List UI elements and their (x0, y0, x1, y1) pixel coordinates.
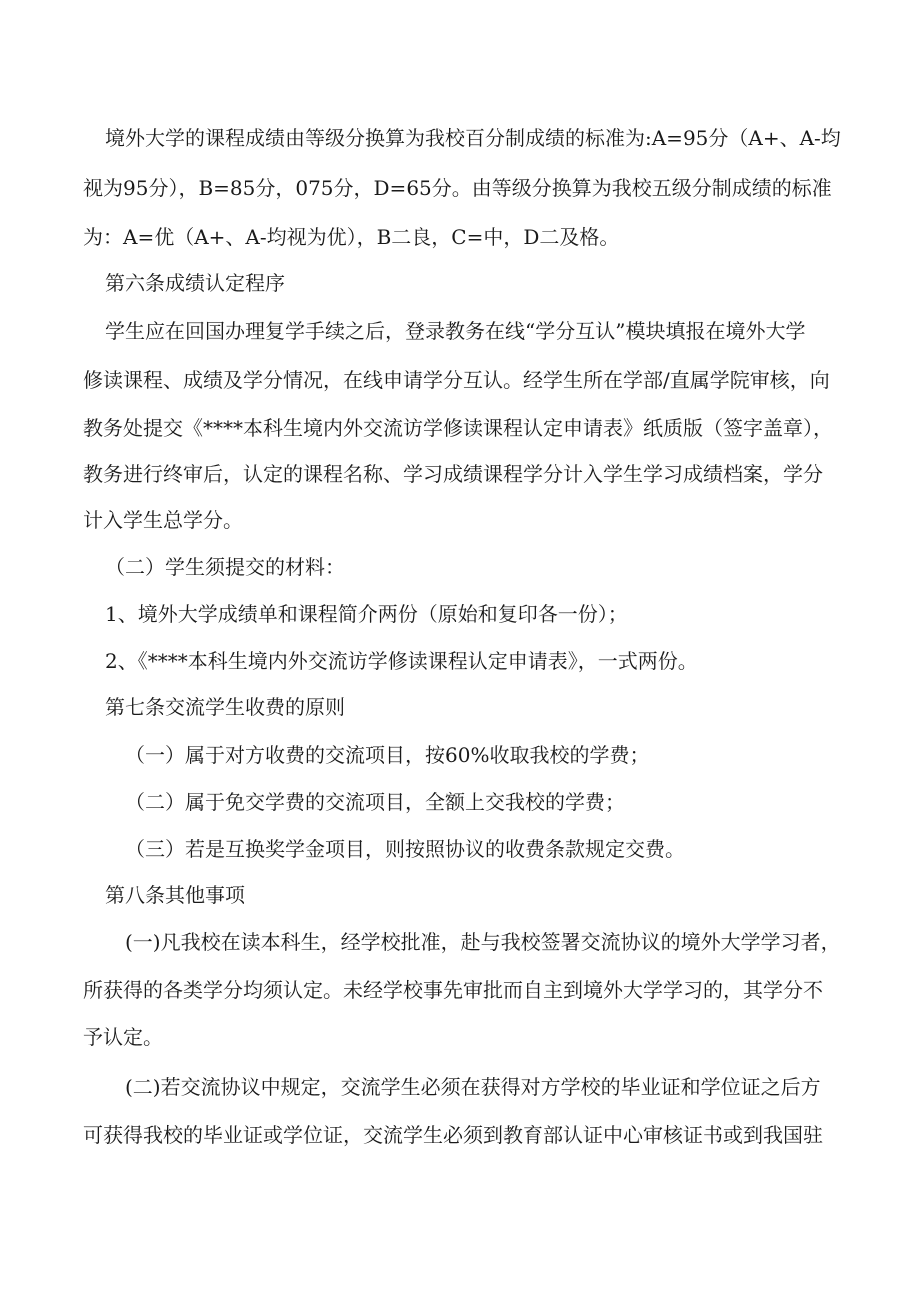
list-item: （三）若是互换奖学金项目，则按照协议的收费条款规定交费。 (125, 837, 685, 861)
paragraph-line: 予认定。 (83, 1025, 163, 1049)
section-heading: 第八条其他事项 (105, 883, 245, 907)
subsection-heading: （二）学生须提交的材料： (105, 555, 345, 579)
paragraph-line: 教务处提交《****本科生境内外交流访学修读课程认定申请表》纸质版（签字盖章）， (83, 416, 833, 440)
list-item: 2、《****本科生境内外交流访学修读课程认定申请表》，一式两份。 (105, 649, 698, 673)
paragraph-line: 为：A=优（A+、A-均视为优），B二良，C=中，D二及格。 (83, 225, 620, 249)
section-heading: 第七条交流学生收费的原则 (105, 695, 345, 719)
paragraph-line: 境外大学的课程成绩由等级分换算为我校百分制成绩的标准为:A=95分（A+、A-均 (105, 126, 841, 150)
paragraph-line: 视为95分），B=85分，075分，D=65分。由等级分换算为我校五级分制成绩的标准 (83, 176, 832, 200)
paragraph-line: (二)若交流协议中规定，交流学生必须在获得对方学校的毕业证和学位证之后方 (125, 1075, 821, 1099)
paragraph-line: 计入学生总学分。 (83, 508, 243, 532)
paragraph-line: 学生应在回国办理复学手续之后，登录教务在线“学分互认”模块填报在境外大学 (105, 319, 806, 343)
paragraph-line: 可获得我校的毕业证或学位证，交流学生必须到教育部认证中心审核证书或到我国驻 (83, 1123, 823, 1147)
paragraph-line: (一)凡我校在读本科生，经学校批准，赴与我校签署交流协议的境外大学学习者， (125, 930, 841, 954)
paragraph-line: 所获得的各类学分均须认定。未经学校事先审批而自主到境外大学学习的，其学分不 (83, 978, 823, 1002)
list-item: （一）属于对方收费的交流项目，按60%收取我校的学费； (125, 743, 650, 767)
list-item: （二）属于免交学费的交流项目，全额上交我校的学费； (125, 790, 625, 814)
list-item: 1、境外大学成绩单和课程简介两份（原始和复印各一份）； (105, 602, 628, 626)
paragraph-line: 教务进行终审后，认定的课程名称、学习成绩课程学分计入学生学习成绩档案，学分 (83, 462, 823, 486)
paragraph-line: 修读课程、成绩及学分情况，在线申请学分互认。经学生所在学部/直属学院审核，向 (83, 368, 830, 392)
section-heading: 第六条成绩认定程序 (105, 271, 285, 295)
